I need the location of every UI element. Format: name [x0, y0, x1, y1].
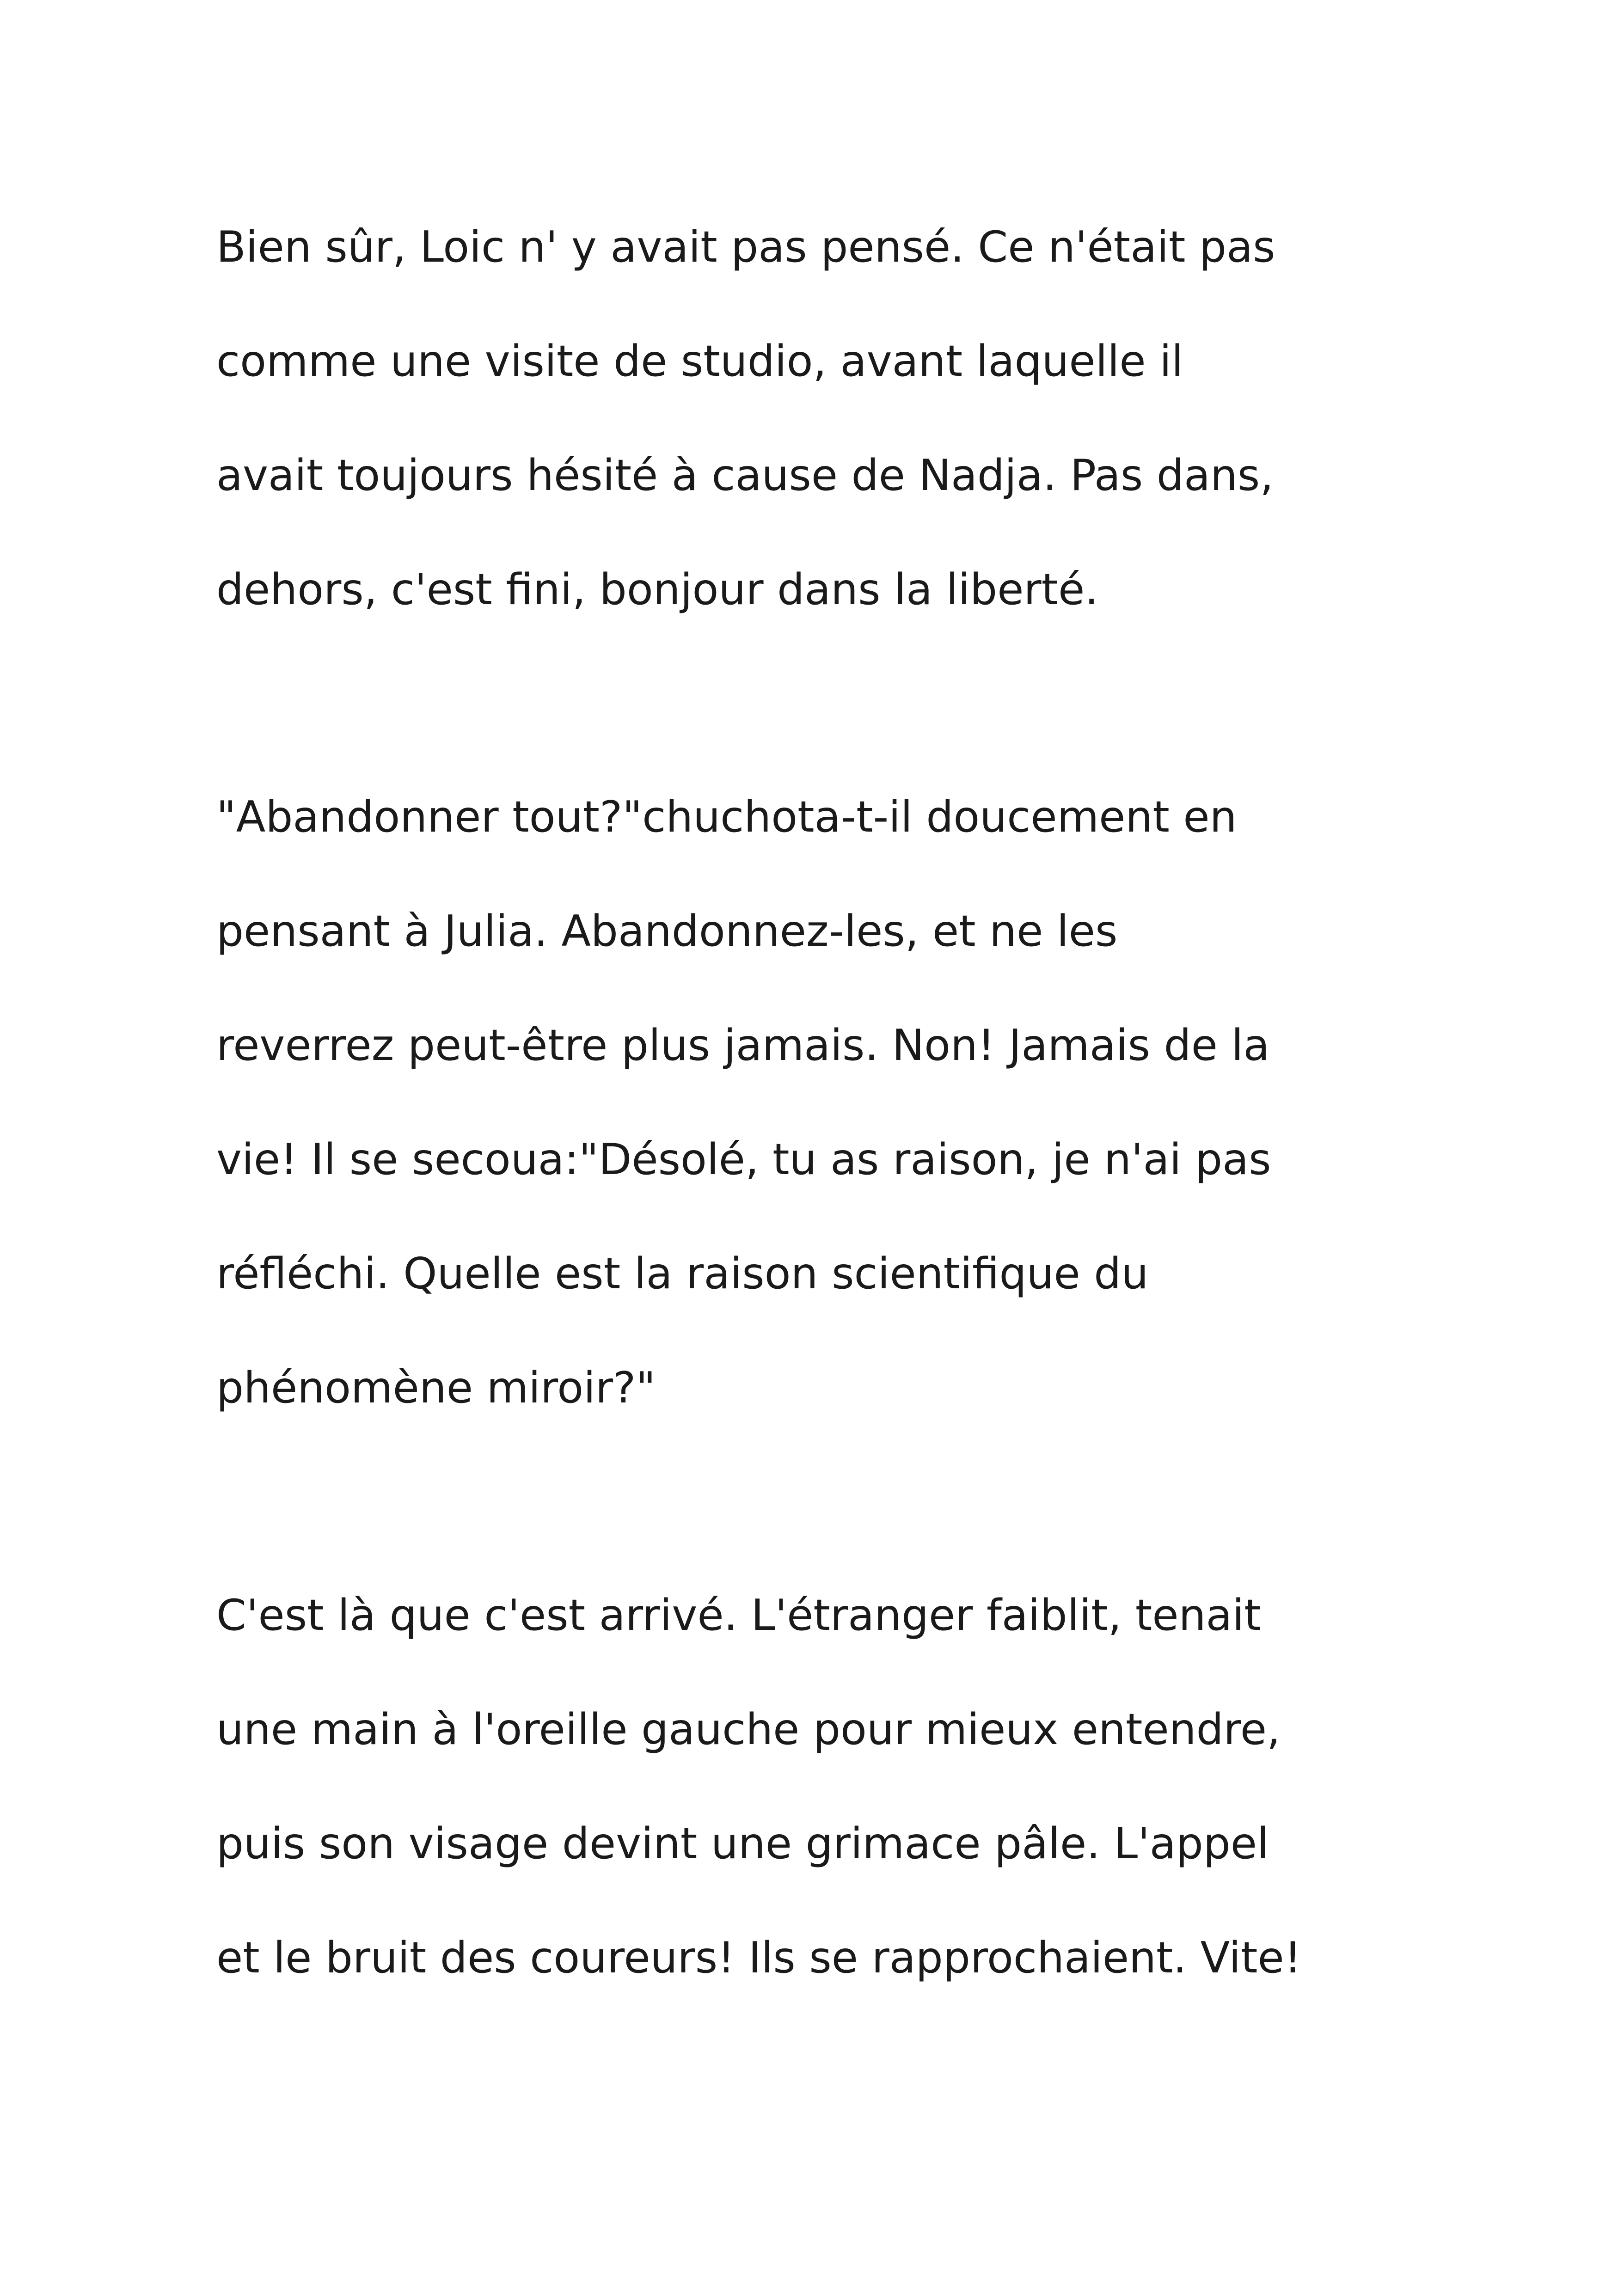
- text-line: "Abandonner tout?"chuchota-t-il doucement en: [216, 792, 1237, 842]
- text-line: vie! Il se secoua:"Désolé, tu as raison, je n'ai pas: [216, 1134, 1271, 1184]
- text-line: phénomène miroir?": [216, 1363, 656, 1413]
- text-line: puis son visage devint une grimace pâle. L'appel: [216, 1818, 1269, 1868]
- text-line: une main à l'oreille gauche pour mieux entendre,: [216, 1704, 1281, 1754]
- text-line: C'est là que c'est arrivé. L'étranger faiblit, tenait: [216, 1590, 1261, 1640]
- text-line: dehors, c'est fini, bonjour dans la liberté.: [216, 564, 1098, 614]
- text-line: comme une visite de studio, avant laquelle il: [216, 336, 1183, 386]
- text-line: avait toujours hésité à cause de Nadja. Pas dans,: [216, 450, 1274, 500]
- text-line: réfléchi. Quelle est la raison scientifique du: [216, 1249, 1149, 1298]
- text-line: Bien sûr, Loic n' y avait pas pensé. Ce n'était pas: [216, 222, 1275, 272]
- text-line: et le bruit des coureurs! Ils se rapprochaient. Vite!: [216, 1933, 1301, 1983]
- text-line: pensant à Julia. Abandonnez-les, et ne les: [216, 906, 1118, 956]
- text-line: reverrez peut-être plus jamais. Non! Jamais de la: [216, 1020, 1270, 1070]
